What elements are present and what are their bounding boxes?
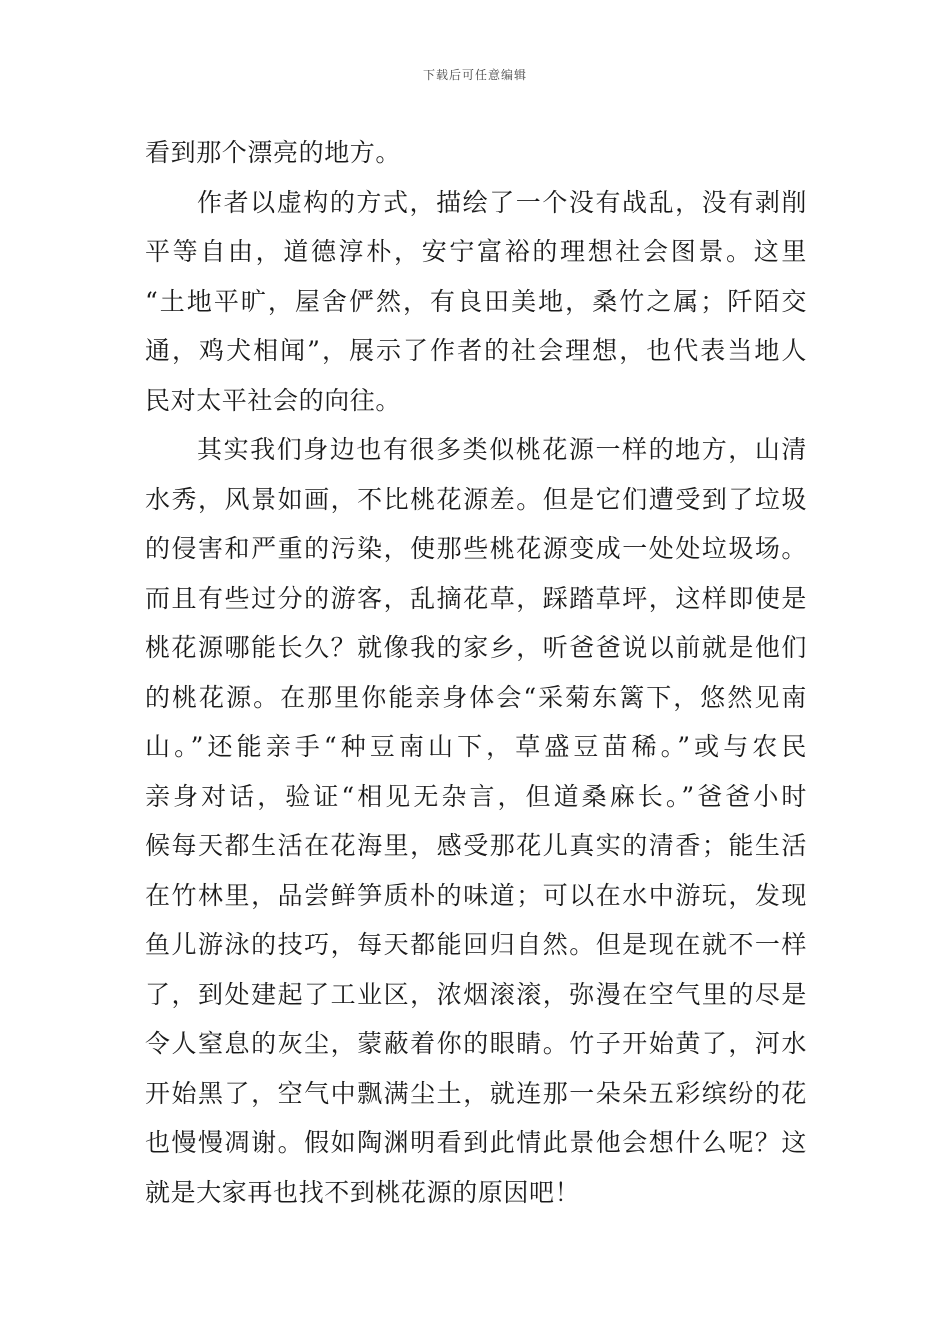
text-line: 民对太平社会的向往。 [145, 385, 402, 415]
text-line: 开始黑了，空气中飘满尘土，就连那一朵朵五彩缤纷的花 [145, 1078, 807, 1108]
text-line: 的侵害和严重的污染，使那些桃花源变成一处处垃圾场。 [145, 534, 807, 563]
text-line: 作者以虚构的方式，描绘了一个没有战乱，没有剥削 [197, 187, 807, 217]
text-line: 在竹林里，品尝鲜笋质朴的味道；可以在水中游玩，发现 [145, 880, 807, 910]
text-line: 的桃花源。在那里你能亲身体会“采菊东篱下，悠然见南 [145, 682, 807, 712]
text-line: 也慢慢凋谢。假如陶渊明看到此情此景他会想什么呢？这 [145, 1128, 807, 1157]
text-line: 候每天都生活在花海里，感受那花儿真实的清香；能生活 [145, 831, 807, 860]
text-line: 亲身对话，验证“相见无杂言，但道桑麻长。”爸爸小时 [145, 781, 807, 811]
document-body [145, 128, 807, 1217]
text-line: 桃花源哪能长久？就像我的家乡，听爸爸说以前就是他们 [145, 633, 807, 662]
text-line: 通，鸡犬相闻”，展示了作者的社会理想，也代表当地人 [145, 336, 807, 365]
text-line: 而且有些过分的游客，乱摘花草，踩踏草坪，这样即使是 [145, 583, 807, 613]
text-line: 水秀，风景如画，不比桃花源差。但是它们遭受到了垃圾 [145, 484, 807, 514]
text-line: 山。”还能亲手“种豆南山下，草盛豆苗稀。”或与农民 [145, 732, 807, 761]
text-line: 了，到处建起了工业区，浓烟滚滚，弥漫在空气里的尽是 [145, 979, 807, 1009]
page-header: 下载后可任意编辑 [422, 68, 527, 82]
text-line: 其实我们身边也有很多类似桃花源一样的地方，山清 [197, 435, 807, 464]
text-line: 鱼儿游泳的技巧，每天都能回归自然。但是现在就不一样 [145, 930, 807, 959]
text-line: 平等自由，道德淳朴，安宁富裕的理想社会图景。这里 [145, 237, 807, 266]
text-line: 看到那个漂亮的地方。 [145, 138, 402, 167]
text-line: 就是大家再也找不到桃花源的原因吧！ [145, 1177, 581, 1207]
text-line: 令人窒息的灰尘，蒙蔽着你的眼睛。竹子开始黄了，河水 [145, 1029, 807, 1058]
text-line: “土地平旷，屋舍俨然，有良田美地，桑竹之属；阡陌交 [145, 286, 807, 316]
